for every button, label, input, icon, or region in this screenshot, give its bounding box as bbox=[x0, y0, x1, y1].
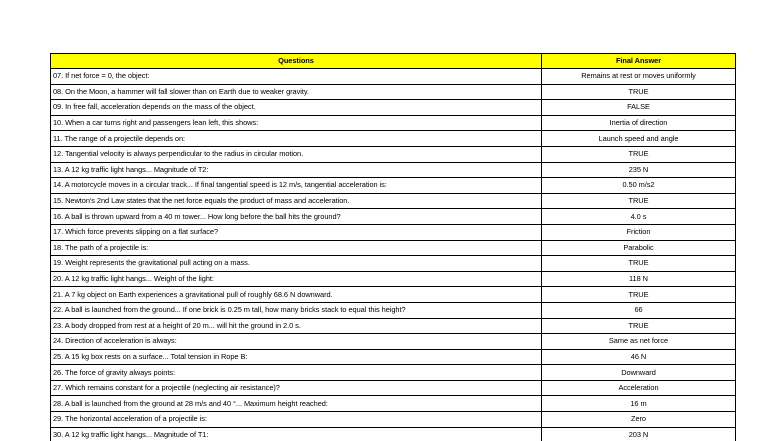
table-row bbox=[51, 100, 736, 116]
question-cell[interactable]: 09. In free fall, acceleration depends on the mass of the object. bbox=[51, 100, 542, 116]
answer-cell[interactable]: TRUE bbox=[542, 318, 736, 334]
answer-cell[interactable]: Launch speed and angle bbox=[542, 131, 736, 147]
table-row bbox=[51, 193, 736, 209]
table-row bbox=[51, 240, 736, 256]
answer-sheet bbox=[50, 53, 735, 441]
answer-cell[interactable]: 46 N bbox=[542, 349, 736, 365]
table-row bbox=[51, 115, 736, 131]
table-row bbox=[51, 365, 736, 381]
answer-cell[interactable]: 4.0 s bbox=[542, 209, 736, 225]
question-cell[interactable]: 23. A body dropped from rest at a height of 20 m... will hit the ground in 2.0 s. bbox=[51, 318, 542, 334]
question-cell[interactable]: 26. The force of gravity always points: bbox=[51, 365, 542, 381]
answer-cell[interactable]: Inertia of direction bbox=[542, 115, 736, 131]
table-row bbox=[51, 146, 736, 162]
header-row bbox=[51, 54, 736, 69]
question-cell[interactable]: 20. A 12 kg traffic light hangs... Weight of the light: bbox=[51, 271, 542, 287]
question-cell[interactable]: 07. If net force = 0, the object: bbox=[51, 69, 542, 85]
answer-cell[interactable]: TRUE bbox=[542, 193, 736, 209]
answer-cell[interactable]: Zero bbox=[542, 412, 736, 428]
table-body bbox=[51, 69, 736, 441]
question-cell[interactable]: 10. When a car turns right and passengers lean left, this shows: bbox=[51, 115, 542, 131]
table-row bbox=[51, 209, 736, 225]
answer-cell[interactable]: 235 N bbox=[542, 162, 736, 178]
table-row bbox=[51, 84, 736, 100]
answer-cell[interactable]: Remains at rest or moves uniformly bbox=[542, 69, 736, 85]
table-row bbox=[51, 412, 736, 428]
answer-cell[interactable]: 118 N bbox=[542, 271, 736, 287]
answer-cell[interactable]: TRUE bbox=[542, 84, 736, 100]
answer-cell[interactable]: 16 m bbox=[542, 396, 736, 412]
question-cell[interactable]: 22. A ball is launched from the ground... If one brick is 0.25 m tall, how many bricks stack to equal this height? bbox=[51, 302, 542, 318]
question-cell[interactable]: 21. A 7 kg object on Earth experiences a gravitational pull of roughly 68.6 N downward. bbox=[51, 287, 542, 303]
question-cell[interactable]: 17. Which force prevents slipping on a flat surface? bbox=[51, 224, 542, 240]
question-cell[interactable]: 16. A ball is thrown upward from a 40 m tower... How long before the ball hits the ground? bbox=[51, 209, 542, 225]
answer-cell[interactable]: Downward bbox=[542, 365, 736, 381]
answer-cell[interactable]: TRUE bbox=[542, 256, 736, 272]
question-cell[interactable]: 27. Which remains constant for a projectile (neglecting air resistance)? bbox=[51, 380, 542, 396]
answer-cell[interactable]: 0.50 m/s2 bbox=[542, 178, 736, 194]
question-cell[interactable]: 14. A motorcycle moves in a circular track... If final tangential speed is 12 m/s, tangential acceleration is: bbox=[51, 178, 542, 194]
table-row bbox=[51, 318, 736, 334]
question-cell[interactable]: 25. A 15 kg box rests on a surface... Total tension in Rope B: bbox=[51, 349, 542, 365]
question-cell[interactable]: 24. Direction of acceleration is always: bbox=[51, 334, 542, 350]
table-row bbox=[51, 287, 736, 303]
table-row bbox=[51, 302, 736, 318]
table-row bbox=[51, 271, 736, 287]
answer-cell[interactable]: Parabolic bbox=[542, 240, 736, 256]
answer-cell[interactable]: TRUE bbox=[542, 287, 736, 303]
table-row bbox=[51, 256, 736, 272]
question-cell[interactable]: 11. The range of a projectile depends on: bbox=[51, 131, 542, 147]
answer-cell[interactable]: 66 bbox=[542, 302, 736, 318]
answers-table bbox=[50, 53, 736, 441]
answer-cell[interactable]: Acceleration bbox=[542, 380, 736, 396]
table-row bbox=[51, 334, 736, 350]
question-cell[interactable]: 29. The horizontal acceleration of a projectile is: bbox=[51, 412, 542, 428]
question-cell[interactable]: 19. Weight represents the gravitational pull acting on a mass. bbox=[51, 256, 542, 272]
table-row bbox=[51, 69, 736, 85]
table-row bbox=[51, 427, 736, 441]
question-cell[interactable]: 28. A ball is launched from the ground at 28 m/s and 40 °... Maximum height reached: bbox=[51, 396, 542, 412]
answer-cell[interactable]: TRUE bbox=[542, 146, 736, 162]
answer-cell[interactable]: Same as net force bbox=[542, 334, 736, 350]
questions-header[interactable]: Questions bbox=[51, 54, 542, 69]
table-row bbox=[51, 396, 736, 412]
table-row bbox=[51, 380, 736, 396]
answer-cell[interactable]: FALSE bbox=[542, 100, 736, 116]
question-cell[interactable]: 12. Tangential velocity is always perpendicular to the radius in circular motion. bbox=[51, 146, 542, 162]
answer-cell[interactable]: 203 N bbox=[542, 427, 736, 441]
answer-cell[interactable]: Friction bbox=[542, 224, 736, 240]
question-cell[interactable]: 18. The path of a projectile is: bbox=[51, 240, 542, 256]
table-row bbox=[51, 162, 736, 178]
table-row bbox=[51, 131, 736, 147]
final-answer-header[interactable]: Final Answer bbox=[542, 54, 736, 69]
table-row bbox=[51, 349, 736, 365]
question-cell[interactable]: 30. A 12 kg traffic light hangs... Magnitude of T1: bbox=[51, 427, 542, 441]
question-cell[interactable]: 15. Newton's 2nd Law states that the net force equals the product of mass and acceleration. bbox=[51, 193, 542, 209]
table-row bbox=[51, 224, 736, 240]
question-cell[interactable]: 08. On the Moon, a hammer will fall slower than on Earth due to weaker gravity. bbox=[51, 84, 542, 100]
question-cell[interactable]: 13. A 12 kg traffic light hangs... Magnitude of T2: bbox=[51, 162, 542, 178]
table-row bbox=[51, 178, 736, 194]
